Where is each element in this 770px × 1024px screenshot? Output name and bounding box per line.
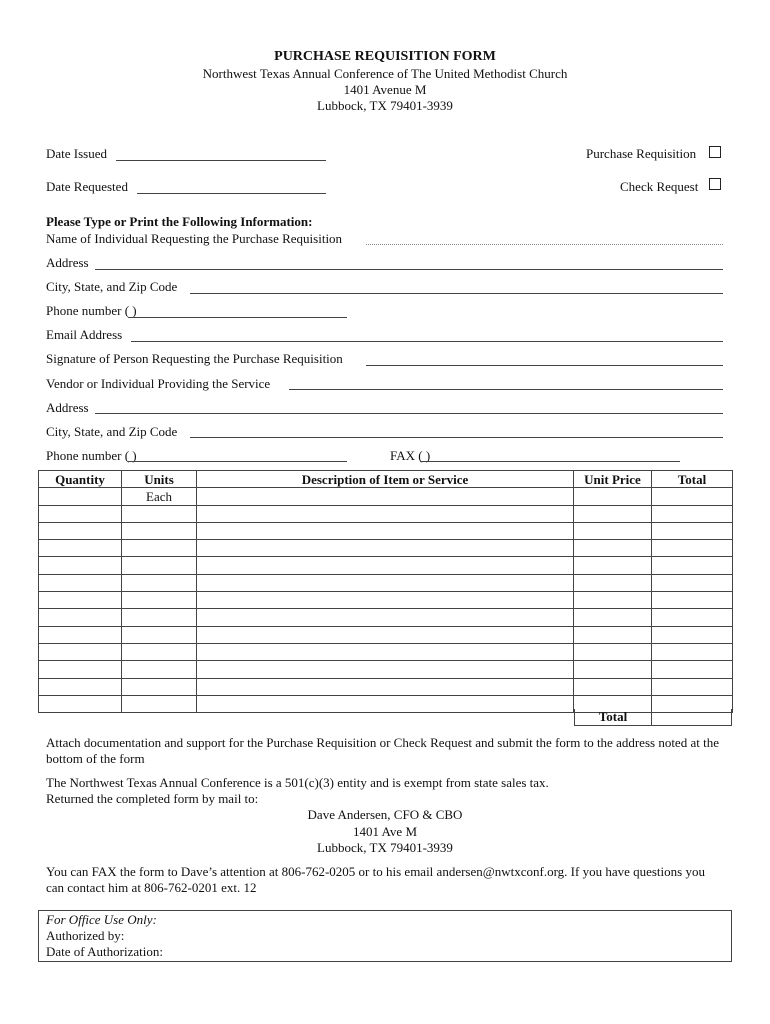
unit-price-cell[interactable] bbox=[574, 592, 652, 609]
units-cell[interactable] bbox=[122, 592, 197, 609]
total-cell[interactable] bbox=[652, 643, 733, 660]
description-cell[interactable] bbox=[197, 557, 574, 574]
vendor-fax-label: FAX ( ) bbox=[390, 448, 431, 463]
attach-instructions: Attach documentation and support for the Purchase Requisition or Check Request and submit the form to the address noted at the bottom of the form bbox=[46, 735, 719, 766]
description-cell[interactable] bbox=[197, 574, 574, 591]
total-cell[interactable] bbox=[652, 488, 733, 505]
description-cell[interactable] bbox=[197, 540, 574, 557]
table-row bbox=[39, 626, 733, 643]
total-cell[interactable] bbox=[652, 609, 733, 626]
city-state-zip-field[interactable] bbox=[190, 293, 723, 294]
office-use-box bbox=[38, 910, 732, 962]
date-issued-label: Date Issued bbox=[46, 146, 108, 161]
table-row bbox=[39, 488, 733, 505]
tax-exempt-note: The Northwest Texas Annual Conference is a 501(c)(3) entity and is exempt from state sales tax. bbox=[46, 775, 549, 790]
quantity-cell[interactable] bbox=[39, 695, 122, 712]
form-title: PURCHASE REQUISITION FORM bbox=[274, 49, 496, 64]
grand-total-label: Total bbox=[574, 709, 652, 726]
units-cell[interactable] bbox=[122, 661, 197, 678]
units-cell[interactable] bbox=[122, 643, 197, 660]
unit-price-cell[interactable] bbox=[574, 505, 652, 522]
table-row bbox=[39, 643, 733, 660]
unit-price-cell[interactable] bbox=[574, 643, 652, 660]
vendor-city-state-zip-field[interactable] bbox=[190, 437, 723, 438]
vendor-fax-field[interactable] bbox=[420, 461, 680, 462]
unit-price-cell[interactable] bbox=[574, 540, 652, 557]
total-cell[interactable] bbox=[652, 540, 733, 557]
return-instructions: Returned the completed form by mail to: bbox=[46, 791, 259, 806]
quantity-cell[interactable] bbox=[39, 488, 122, 505]
table-row bbox=[39, 678, 733, 695]
purchase-requisition-label: Purchase Requisition bbox=[586, 146, 697, 161]
date-issued-field[interactable] bbox=[116, 160, 326, 161]
quantity-cell[interactable] bbox=[39, 557, 122, 574]
date-requested-label: Date Requested bbox=[46, 179, 128, 194]
vendor-city-state-zip-label: City, State, and Zip Code bbox=[46, 424, 178, 439]
vendor-field[interactable] bbox=[289, 389, 723, 390]
org-address-line2: Lubbock, TX 79401-3939 bbox=[317, 98, 453, 113]
table-row bbox=[39, 522, 733, 539]
total-cell[interactable] bbox=[652, 574, 733, 591]
description-cell[interactable] bbox=[197, 609, 574, 626]
units-cell[interactable] bbox=[122, 695, 197, 712]
unit-price-cell[interactable] bbox=[574, 626, 652, 643]
table-row bbox=[39, 609, 733, 626]
quantity-header: Quantity bbox=[39, 471, 122, 488]
address-label: Address bbox=[46, 255, 89, 270]
quantity-cell[interactable] bbox=[39, 678, 122, 695]
total-cell[interactable] bbox=[652, 557, 733, 574]
fax-email-note: You can FAX the form to Dave’s attention at 806-762-0205 or to his email andersen@nwtxconf.org. If you have questions you can contact him at 806-762-0201 ext. 12 bbox=[46, 864, 705, 895]
city-state-zip-label: City, State, and Zip Code bbox=[46, 279, 178, 294]
check-request-checkbox[interactable] bbox=[709, 178, 721, 190]
unit-price-cell[interactable] bbox=[574, 522, 652, 539]
vendor-address-label: Address bbox=[46, 400, 89, 415]
org-name: Northwest Texas Annual Conference of The United Methodist Church bbox=[202, 66, 568, 81]
units-cell[interactable] bbox=[122, 574, 197, 591]
phone-field[interactable] bbox=[128, 317, 347, 318]
units-cell[interactable]: Each bbox=[122, 488, 197, 505]
quantity-cell[interactable] bbox=[39, 643, 122, 660]
units-cell[interactable] bbox=[122, 540, 197, 557]
grand-total-field[interactable] bbox=[651, 709, 732, 726]
vendor-phone-label: Phone number ( ) bbox=[46, 448, 137, 463]
table-row bbox=[39, 505, 733, 522]
table-row bbox=[39, 574, 733, 591]
requester-name-label: Name of Individual Requesting the Purchase Requisition bbox=[46, 231, 343, 246]
total-cell[interactable] bbox=[652, 522, 733, 539]
description-cell[interactable] bbox=[197, 522, 574, 539]
signature-field[interactable] bbox=[366, 365, 723, 366]
description-cell[interactable] bbox=[197, 695, 574, 712]
total-cell[interactable] bbox=[652, 505, 733, 522]
table-row bbox=[39, 661, 733, 678]
description-cell[interactable] bbox=[197, 505, 574, 522]
email-label: Email Address bbox=[46, 327, 123, 342]
quantity-cell[interactable] bbox=[39, 626, 122, 643]
description-cell[interactable] bbox=[197, 661, 574, 678]
office-use-heading: For Office Use Only: bbox=[46, 912, 157, 927]
units-cell[interactable] bbox=[122, 557, 197, 574]
quantity-cell[interactable] bbox=[39, 574, 122, 591]
units-cell[interactable] bbox=[122, 678, 197, 695]
quantity-cell[interactable] bbox=[39, 609, 122, 626]
quantity-cell[interactable] bbox=[39, 505, 122, 522]
units-cell[interactable] bbox=[122, 609, 197, 626]
check-request-label: Check Request bbox=[620, 179, 699, 194]
total-cell[interactable] bbox=[652, 592, 733, 609]
signature-label: Signature of Person Requesting the Purchase Requisition bbox=[46, 351, 343, 366]
items-table bbox=[38, 470, 733, 713]
unit-price-cell[interactable] bbox=[574, 557, 652, 574]
total-cell[interactable] bbox=[652, 661, 733, 678]
units-cell[interactable] bbox=[122, 626, 197, 643]
quantity-cell[interactable] bbox=[39, 592, 122, 609]
quantity-cell[interactable] bbox=[39, 522, 122, 539]
description-cell[interactable] bbox=[197, 592, 574, 609]
description-cell[interactable] bbox=[197, 643, 574, 660]
contact-address-line2: Lubbock, TX 79401-3939 bbox=[317, 840, 453, 855]
table-row bbox=[39, 557, 733, 574]
total-cell[interactable] bbox=[652, 626, 733, 643]
quantity-cell[interactable] bbox=[39, 661, 122, 678]
contact-address-line1: 1401 Ave M bbox=[352, 824, 418, 839]
info-heading: Please Type or Print the Following Information: bbox=[46, 214, 313, 229]
date-of-authorization-label[interactable]: Date of Authorization: bbox=[46, 944, 163, 959]
units-cell[interactable] bbox=[122, 505, 197, 522]
description-cell[interactable] bbox=[197, 678, 574, 695]
phone-label: Phone number ( ) bbox=[46, 303, 137, 318]
vendor-label: Vendor or Individual Providing the Service bbox=[46, 376, 271, 391]
total-header: Total bbox=[652, 471, 733, 488]
vendor-address-field[interactable] bbox=[95, 413, 723, 414]
units-header: Units bbox=[122, 471, 197, 488]
unit-price-cell[interactable] bbox=[574, 678, 652, 695]
table-row bbox=[39, 540, 733, 557]
table-row bbox=[39, 592, 733, 609]
address-field[interactable] bbox=[95, 269, 723, 270]
total-cell[interactable] bbox=[652, 678, 733, 695]
vendor-phone-field[interactable] bbox=[128, 461, 347, 462]
purchase-requisition-checkbox[interactable] bbox=[709, 146, 721, 158]
unit-price-cell[interactable] bbox=[574, 574, 652, 591]
contact-name: Dave Andersen, CFO & CBO bbox=[307, 807, 463, 822]
email-field[interactable] bbox=[131, 341, 723, 342]
unit-price-cell[interactable] bbox=[574, 661, 652, 678]
unit-price-header: Unit Price bbox=[574, 471, 652, 488]
units-cell[interactable] bbox=[122, 522, 197, 539]
date-requested-field[interactable] bbox=[137, 193, 326, 194]
description-cell[interactable] bbox=[197, 488, 574, 505]
unit-price-cell[interactable] bbox=[574, 609, 652, 626]
table-header-row bbox=[39, 471, 733, 488]
requester-name-field[interactable] bbox=[366, 244, 723, 245]
authorized-by-label[interactable]: Authorized by: bbox=[46, 928, 125, 943]
unit-price-cell[interactable] bbox=[574, 488, 652, 505]
org-address-line1: 1401 Avenue M bbox=[343, 82, 427, 97]
description-cell[interactable] bbox=[197, 626, 574, 643]
quantity-cell[interactable] bbox=[39, 540, 122, 557]
description-header: Description of Item or Service bbox=[197, 471, 574, 488]
